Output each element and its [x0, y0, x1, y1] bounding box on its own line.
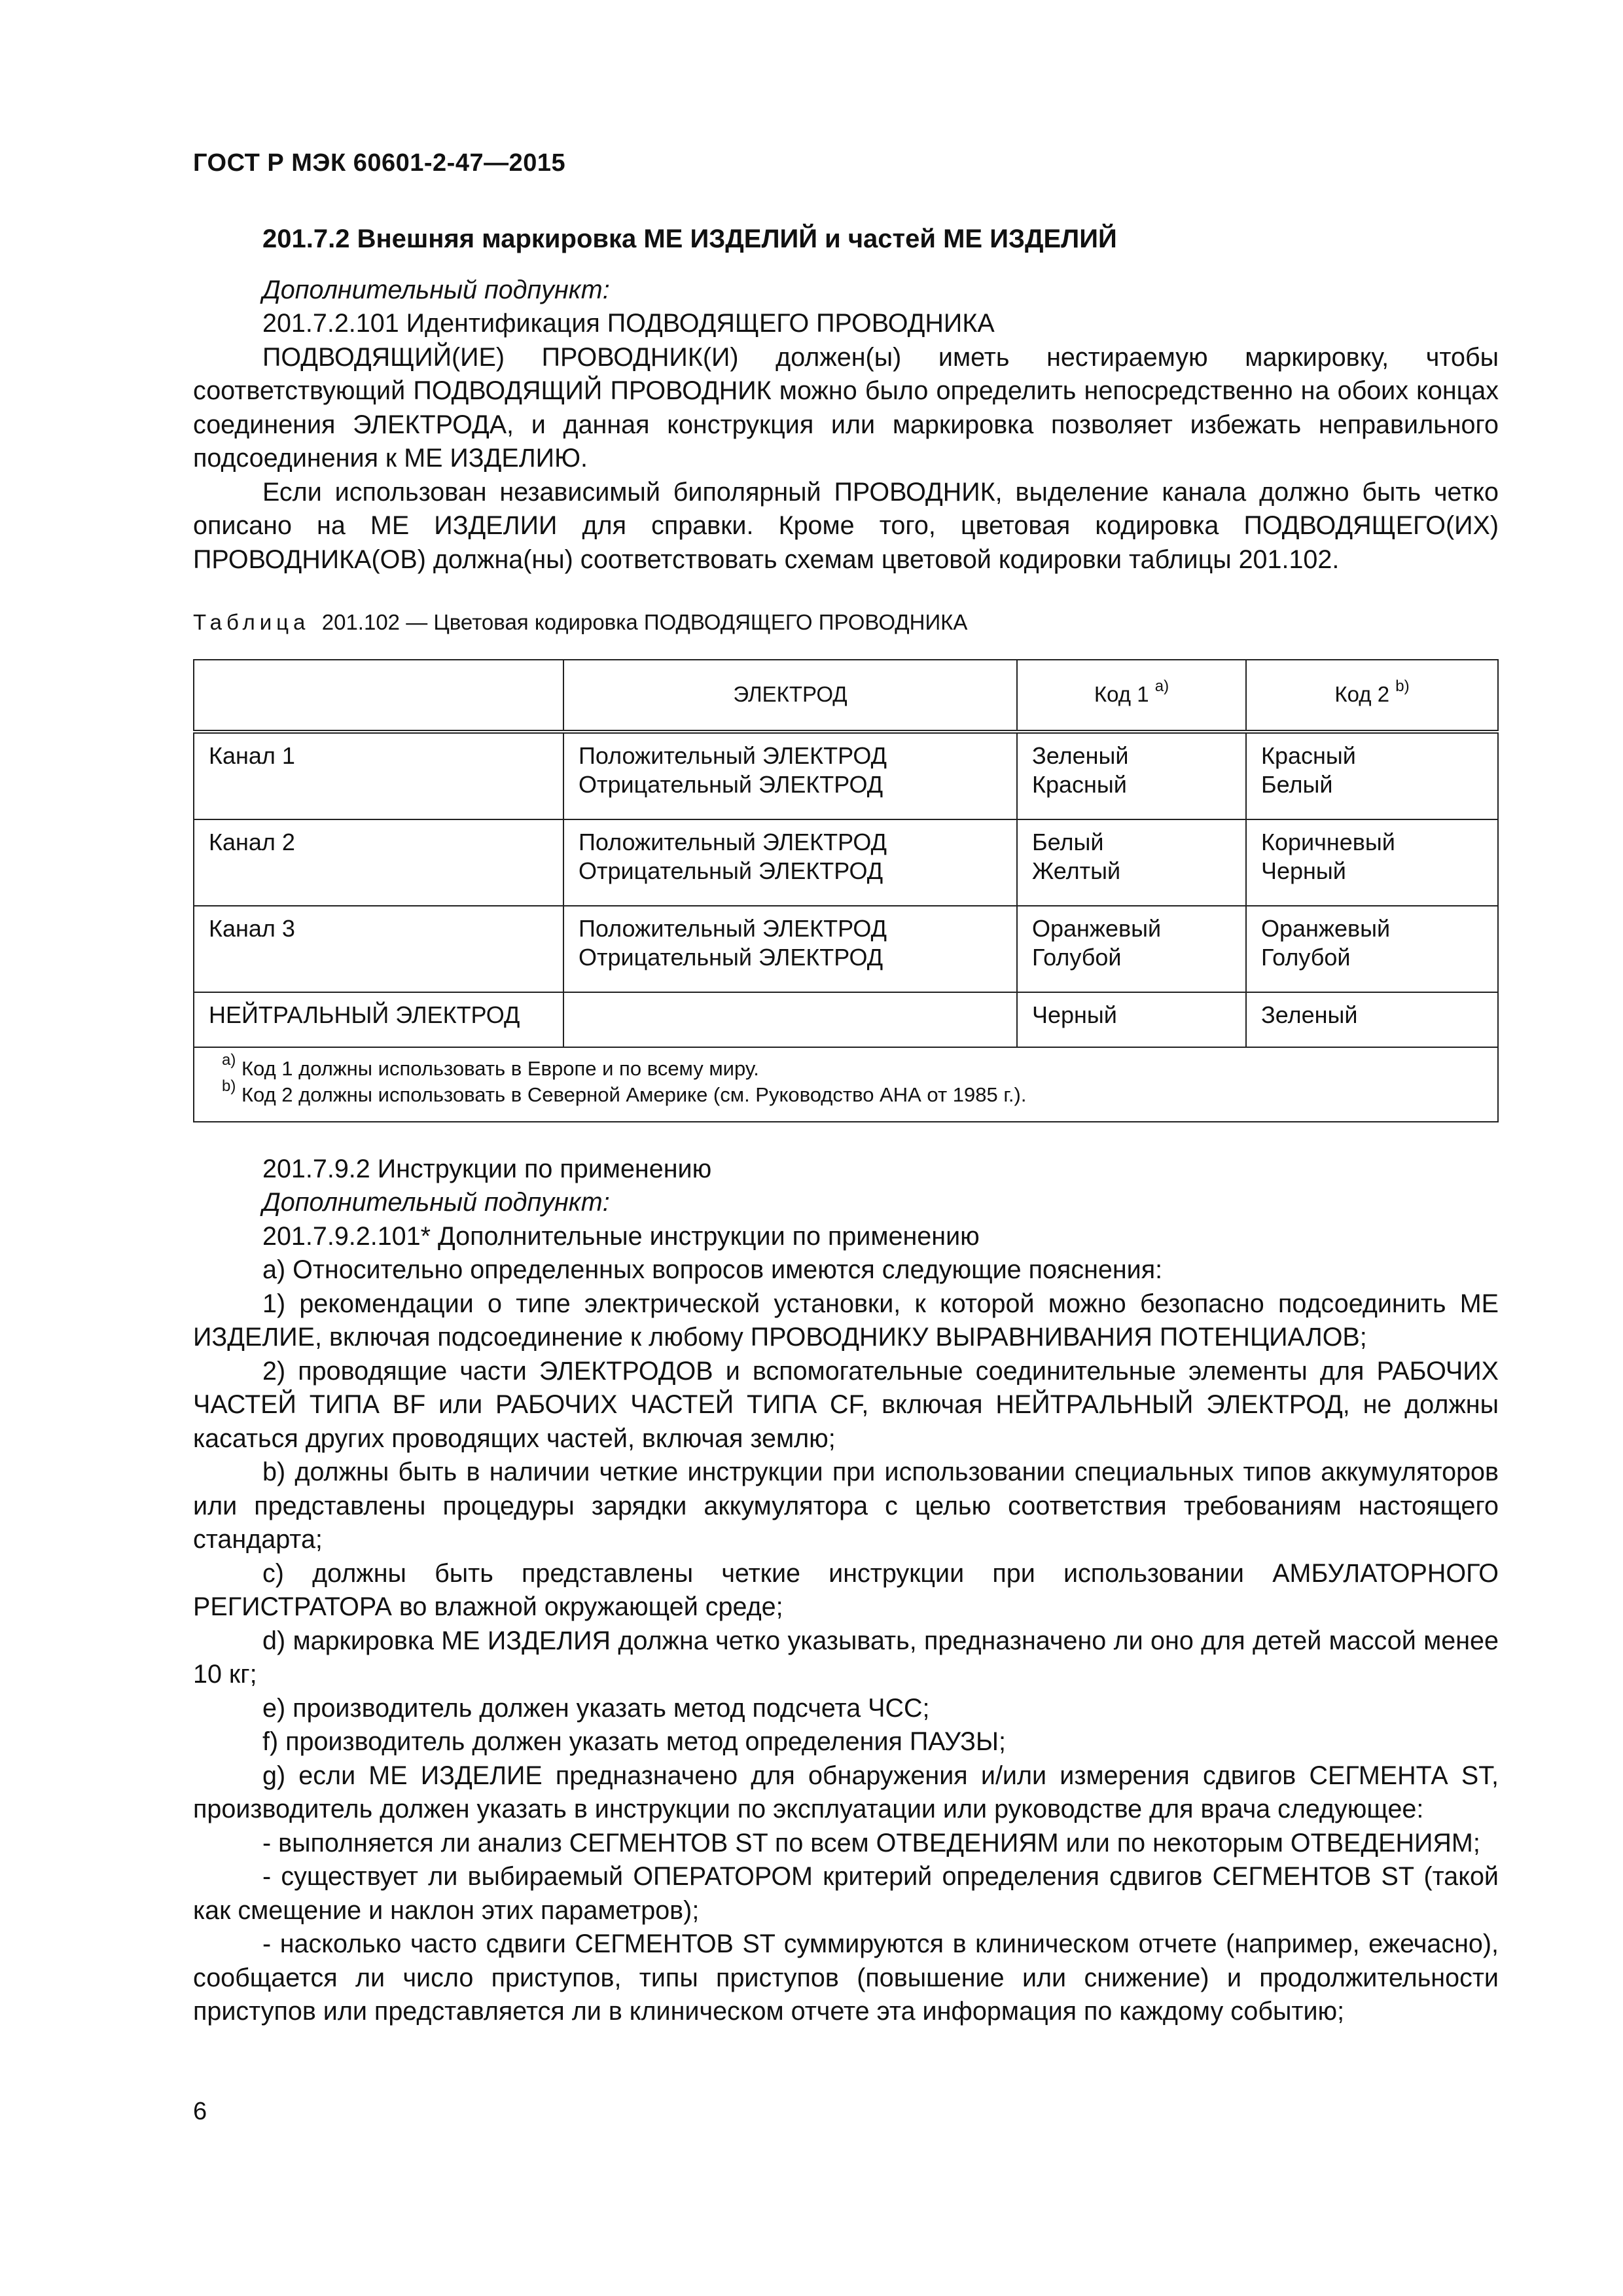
footnote-ref-b: b): [1395, 677, 1410, 695]
neutral-code1-cell: Черный: [1017, 992, 1246, 1047]
electrode-negative: Отрицательный ЭЛЕКТРОД: [579, 857, 883, 884]
list-item: b) должны быть в наличии четкие инструкции при использовании специальных типов аккумуляторов или представлены процедуры зарядки аккумулятора с целью соответствия требованиям настоящего стандарта;: [193, 1458, 1499, 1554]
list-item: c) должны быть представлены четкие инструкции при использовании АМБУЛАТОРНОГО РЕГИСТРАТОРА во влажной окружающей среде;: [193, 1558, 1499, 1621]
neutral-code2-cell: Зеленый: [1246, 992, 1498, 1047]
header-empty-cell: [194, 660, 563, 732]
header-code2: [1246, 660, 1498, 732]
page-number: 6: [193, 2098, 207, 2125]
code2-cell: [1246, 819, 1498, 906]
neutral-electrode-empty-cell: [563, 992, 1017, 1047]
footnote-b: [222, 1077, 1483, 1108]
paragraph: ПОДВОДЯЩИЙ(ИЕ) ПРОВОДНИК(И) должен(ы) иметь нестираемую маркировку, чтобы соответствующий ПОДВОДЯЩИЙ ПРОВОДНИК можно было определить непосредственно на обоих концах соединения ЭЛЕКТРОДА, и данная конструкция или маркировка позволяет избежать неправильного подсоединения к МЕ ИЗДЕЛИЮ.: [193, 342, 1499, 473]
code1-cell: [1017, 732, 1246, 819]
code2-positive: Оранжевый: [1261, 914, 1391, 942]
channel-cell: Канал 2: [194, 819, 563, 906]
footnote-text: Код 1 должны использовать в Европе и по всему миру.: [241, 1056, 759, 1080]
list-item: a) Относительно определенных вопросов имеются следующие пояснения:: [262, 1255, 1163, 1284]
electrode-positive: Положительный ЭЛЕКТРОД: [579, 914, 887, 942]
list-item: d) маркировка МЕ ИЗДЕЛИЯ должна четко указывать, предназначено ли оно для детей массой менее 10 кг;: [193, 1626, 1499, 1689]
header-code2-label: Код 2: [1334, 681, 1390, 706]
neutral-label-cell: НЕЙТРАЛЬНЫЙ ЭЛЕКТРОД: [194, 992, 563, 1047]
list-item: 1) рекомендации о типе электрической установки, к которой можно безопасно подсоединить МЕ ИЗДЕЛИЕ, включая подсоединение к любому ПРОВОДНИКУ ВЫРАВНИВАНИЯ ПОТЕНЦИАЛОВ;: [193, 1289, 1499, 1352]
additional-subclause-label: Дополнительный подпункт:: [262, 275, 610, 304]
footnote-a: [222, 1051, 1483, 1082]
channel-cell: Канал 1: [194, 732, 563, 819]
dash-item: - выполняется ли анализ СЕГМЕНТОВ ST по всем ОТВЕДЕНИЯМ или по некоторым ОТВЕДЕНИЯМ;: [262, 1828, 1480, 1857]
dash-item: - существует ли выбираемый ОПЕРАТОРОМ критерий определения сдвигов СЕГМЕНТОВ ST (такой как смещение и наклон этих параметров);: [193, 1862, 1499, 1925]
code1-negative: Желтый: [1032, 857, 1121, 884]
code1-positive: Оранжевый: [1032, 914, 1162, 942]
paragraph: Если использован независимый биполярный ПРОВОДНИК, выделение канала должно быть четко описано на МЕ ИЗДЕЛИИ для справки. Кроме того, цветовая кодировка ПОДВОДЯЩЕГО(ИХ) ПРОВОДНИКА(ОВ) должна(ны) соответствовать схемам цветовой кодировки таблицы 201.102.: [193, 477, 1499, 574]
electrode-cell: [563, 732, 1017, 819]
header-code1-label: Код 1: [1094, 681, 1149, 706]
section-title: 201.7.2 Внешняя маркировка МЕ ИЗДЕЛИЙ и частей МЕ ИЗДЕЛИЙ: [262, 224, 1117, 253]
footnote-ref-a: a): [1154, 677, 1169, 695]
neutral-electrode-row: [194, 992, 1498, 1047]
header-electrode: ЭЛЕКТРОД: [563, 660, 1017, 732]
electrode-positive: Положительный ЭЛЕКТРОД: [579, 742, 887, 769]
code2-cell: [1246, 732, 1498, 819]
color-code-table: [193, 659, 1499, 1122]
table-footnotes-row: [194, 1047, 1498, 1122]
list-item: 2) проводящие части ЭЛЕКТРОДОВ и вспомогательные соединительные элементы для РАБОЧИХ ЧАСТЕЙ ТИПА BF или РАБОЧИХ ЧАСТЕЙ ТИПА CF, включая НЕЙТРАЛЬНЫЙ ЭЛЕКТРОД, не должны касаться других проводящих частей, включая землю;: [193, 1356, 1499, 1453]
electrode-cell: [563, 819, 1017, 906]
footnote-mark: b): [222, 1077, 236, 1096]
code2-cell: [1246, 906, 1498, 992]
table-caption-label: Таблица: [193, 610, 310, 634]
code2-negative: Черный: [1261, 857, 1346, 884]
table-caption: [193, 605, 1499, 639]
electrode-cell: [563, 906, 1017, 992]
table-footnotes: [194, 1047, 1498, 1122]
list-item: g) если МЕ ИЗДЕЛИЕ предназначено для обнаружения и/или измерения сдвигов СЕГМЕНТА ST, производитель должен указать в инструкции по эксплуатации или руководстве для врача следующее:: [193, 1761, 1499, 1823]
footnote-mark: a): [222, 1051, 236, 1069]
list-item: f) производитель должен указать метод определения ПАУЗЫ;: [262, 1727, 1006, 1756]
electrode-negative: Отрицательный ЭЛЕКТРОД: [579, 943, 883, 971]
header-code1: [1017, 660, 1246, 732]
code1-positive: Белый: [1032, 828, 1104, 855]
table-row: [194, 906, 1498, 992]
code2-negative: Голубой: [1261, 943, 1351, 971]
code1-cell: [1017, 819, 1246, 906]
table-row: [194, 732, 1498, 819]
table-header-row: [194, 660, 1498, 732]
code1-cell: [1017, 906, 1246, 992]
table-row: [194, 819, 1498, 906]
list-item: e) производитель должен указать метод подсчета ЧСС;: [262, 1693, 930, 1723]
code1-positive: Зеленый: [1032, 742, 1129, 769]
table-caption-text: 201.102 — Цветовая кодировка ПОДВОДЯЩЕГО ПРОВОДНИКА: [321, 610, 968, 634]
dash-item: - насколько часто сдвиги СЕГМЕНТОВ ST суммируются в клиническом отчете (например, ежечасно), сообщается ли число приступов, типы приступов (повышение или снижение) и продолжительности приступов или представляется ли в клиническом отчете эта информация по каждому событию;: [193, 1929, 1499, 2026]
electrode-negative: Отрицательный ЭЛЕКТРОД: [579, 770, 883, 798]
channel-cell: Канал 3: [194, 906, 563, 992]
electrode-positive: Положительный ЭЛЕКТРОД: [579, 828, 887, 855]
code2-positive: Коричневый: [1261, 828, 1395, 855]
additional-subclause-label: Дополнительный подпункт:: [262, 1188, 610, 1217]
page-content: [193, 223, 1499, 2029]
footnote-text: Код 2 должны использовать в Северной Америке (см. Руководство АНА от 1985 г.).: [241, 1083, 1027, 1106]
subclause-title: 201.7.9.2 Инструкции по применению: [262, 1154, 712, 1183]
subclause-title: 201.7.9.2.101* Дополнительные инструкции по применению: [262, 1221, 980, 1251]
code1-negative: Красный: [1032, 770, 1127, 798]
code2-positive: Красный: [1261, 742, 1356, 769]
code1-negative: Голубой: [1032, 943, 1122, 971]
subclause-title: 201.7.2.101 Идентификация ПОДВОДЯЩЕГО ПРОВОДНИКА: [262, 309, 995, 338]
code2-negative: Белый: [1261, 770, 1333, 798]
document-header: ГОСТ Р МЭК 60601-2-47—2015: [193, 149, 566, 177]
